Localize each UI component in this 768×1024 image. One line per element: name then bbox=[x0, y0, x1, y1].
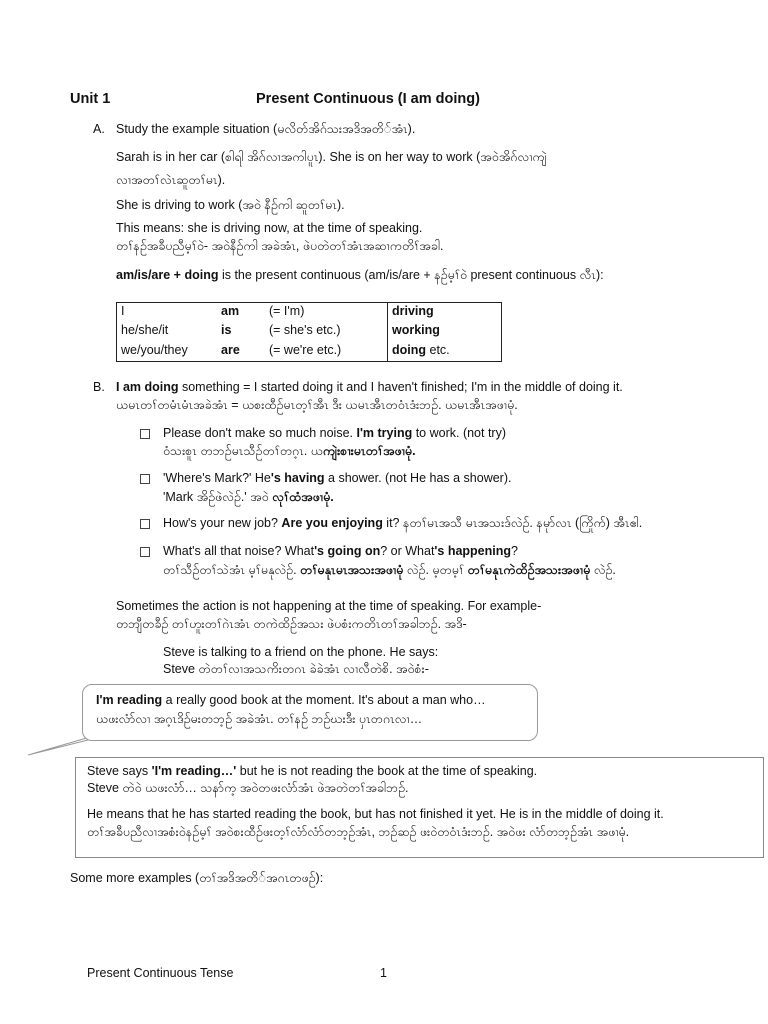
example-2-my: 'Mark အိဉ်ဖဲလဲဉ်.' အဝဲ လုၢ်ထံအဖၢမုံ. bbox=[163, 490, 334, 504]
contraction-cell: (= she's etc.) bbox=[269, 323, 341, 338]
section-a-line-2: Sarah is in her car (စါရါ အိဂ်လၢအကါပူၤ). She is on her way to work (အဝဲအိဂ်လၢကျဲ bbox=[116, 150, 547, 164]
example-4-en: What's all that noise? What's going on? or What's happening? bbox=[163, 544, 518, 558]
example-1-my: ဝံသးစူၤ တဘဉ်မၤသီဉ်တၢ်တဂ့ၤ. ယကျဲးစၢးမၤတၢ်အဖၢမုံ. bbox=[163, 444, 416, 458]
page-title: Present Continuous (I am doing) bbox=[256, 91, 480, 107]
section-a-line-6: တၢ်နဉ်အခီပညီမ့ၢ်ဝဲ- အဝဲနီဉ်ကါ အခဲအံၤ, ဖဲပတဲတၢ်အံၤအဆၢကတိၢ်အခါ. bbox=[116, 239, 444, 253]
example-4-my: တၢ်သီဉ်တၢ်သဲအံၤ မ့ၢ်မနုလဲဉ်. တၢ်မနုၤမၤအသးအဖၢမုံ လဲဉ်. မ့တမ့ၢ် တၢ်မနုၤကဲထိဉ်အသးအဖၢမုံ လဲဉ်. bbox=[163, 563, 616, 577]
speech-bubble bbox=[82, 684, 538, 741]
contraction-cell: (= we're etc.) bbox=[269, 342, 342, 357]
verb-cell: am bbox=[221, 304, 240, 318]
sometimes-line-1: Sometimes the action is not happening at the time of speaking. For example- bbox=[116, 599, 542, 613]
verb-cell: are bbox=[221, 342, 240, 357]
box-line-4: တၢ်အခီပညီလၢအစံးဝဲနဉ်မ့ၢ် အဝဲစးထီဉ်ဖးတ့ၢ်လံာ်လံာ်တဘ့ဉ်အံၤ, ဘဉ်ဆဉ် ဖးဝဲတဝံၤဒံးဘဉ်. အဝဲဖး လံာ်တဘ့ဉ်အံၤ အဖၢမုံ. bbox=[87, 825, 630, 839]
footer-title: Present Continuous Tense bbox=[87, 966, 234, 980]
formula-bold: am/is/are + doing bbox=[116, 268, 219, 282]
section-b-marker: B. bbox=[93, 380, 105, 394]
pronoun-cell: we/you/they bbox=[121, 342, 188, 357]
example-1-en: Please don't make so much noise. I'm trying to work. (not try) bbox=[163, 426, 507, 440]
box-line-2: Steve တဲဝဲ ယဖးလံာ်… သနာ်က့ အဝဲတဖးလံာ်အံၤ ဖဲအတဲတၢ်အခါဘဉ်. bbox=[87, 781, 409, 795]
steve-line-2: Steve တဲတၢ်လၢအသကိးတဂၤ ခဲခဲအံၤ လၢလီတဲစိ. အဝဲစံး- bbox=[163, 662, 429, 676]
box-line-3: He means that he has started reading the book, but has not finished it yet. He is in the middle of doing it. bbox=[87, 807, 664, 821]
section-b-line-2: ယမၤတၢ်တမံၤမံၤအခဲအံၤ = ယစးထီဉ်မၤတ့ၢ်အီၤ ဒီး ယမၤအီၤတဝံၤဒံးဘဉ်. ယမၤအီၤအဖၢမုံ. bbox=[116, 398, 518, 412]
pronoun-cell: he/she/it bbox=[121, 323, 169, 338]
page-number: 1 bbox=[380, 966, 387, 980]
steve-line-1: Steve is talking to a friend on the phone. He says: bbox=[163, 645, 439, 659]
section-a-line-3: လၢအတၢ်လဲၤဆူတၢ်မၤ). bbox=[116, 173, 226, 187]
box-line-1: Steve says 'I'm reading…' but he is not reading the book at the time of speaking. bbox=[87, 764, 538, 778]
explanation-box bbox=[75, 757, 764, 858]
example-cell: doing etc. bbox=[388, 342, 502, 362]
section-b-line-1: I am doing something = I started doing it and I haven't finished; I'm in the middle of doing it. bbox=[116, 380, 623, 394]
example-cell: working bbox=[388, 322, 502, 341]
pronoun-cell: I bbox=[121, 304, 125, 318]
section-a-line-4: She is driving to work (အဝဲ နီဉ်ကါ ဆူတၢ်မၤ). bbox=[116, 198, 345, 212]
contraction-cell: (= I'm) bbox=[269, 304, 305, 318]
formula-rest: is the present continuous (am/is/are + နဉ်မ့ၢ်ဝဲ present continuous လီၤ): bbox=[218, 268, 604, 282]
example-3: How's your new job? Are you enjoying it? နတၢ်မၤအသီ မၤအသးဒ်လဲဉ်. နမုာ်လၤ (ကြိုက်) အီၤဧါ. bbox=[163, 516, 643, 530]
section-a-line-1: Study the example situation (မလိတ်အိဂ်သးအဒိအတိ်အံၤ). bbox=[116, 122, 416, 136]
verb-cell: is bbox=[221, 323, 232, 338]
unit-label: Unit 1 bbox=[70, 91, 111, 107]
more-examples-heading: Some more examples (တၢ်အဒိအတိ်အဂၤတဖဉ်): bbox=[70, 871, 324, 885]
bubble-line-2: ယဖးလံာ်လၢ အဂ့ၤဒိဉ်မးတဘ့ဉ် အခဲအံၤ. တၢ်နဉ် ဘဉ်ဃးဒီး ပှၤတဂၤလၢ… bbox=[96, 712, 423, 726]
section-a-line-5: This means: she is driving now, at the time of speaking. bbox=[116, 221, 423, 235]
sometimes-line-2: တဘျီတခီဉ် တၢ်ဟူးတၢ်ဂဲၤအံၤ တကဲထိဉ်အသး ဖဲပစံးကတိၤတၢ်အခါဘဉ်. အဒိ- bbox=[116, 617, 467, 631]
section-a-marker: A. bbox=[93, 122, 105, 136]
bubble-line-1: I'm reading a really good book at the moment. It's about a man who… bbox=[96, 693, 486, 707]
example-2-en: 'Where's Mark?' He's having a shower. (not He has a shower). bbox=[163, 471, 512, 485]
example-cell: driving bbox=[388, 303, 502, 323]
